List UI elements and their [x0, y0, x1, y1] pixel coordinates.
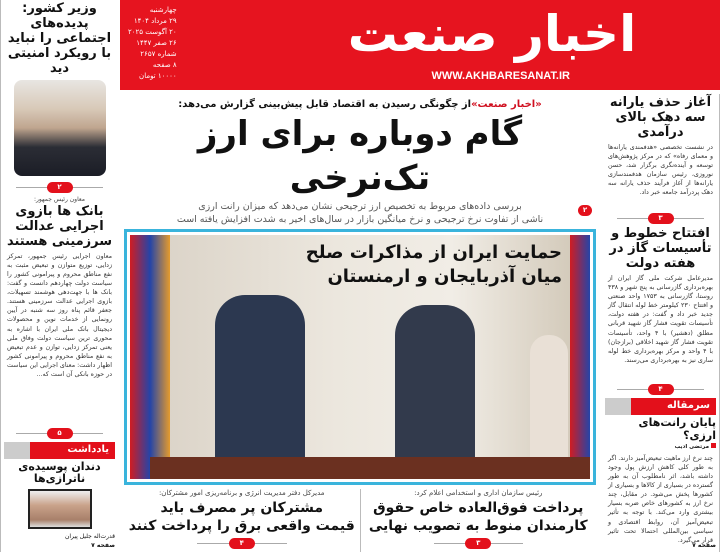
- page-badge: ۴: [648, 384, 674, 395]
- page-badge: ۲: [578, 205, 592, 216]
- center-column: [120, 94, 600, 552]
- editorial-label: سرمقاله: [631, 398, 716, 415]
- newspaper-logo: اخبار صنعت: [347, 5, 637, 63]
- divider: [605, 212, 716, 225]
- lead-subtitle: بررسی داده‌های مربوط به تخصیص ارز ترجیحی نشان می‌دهد که میزان رانت ارزی ناشی از تفاوت نرخ ترجیحی و نرخ میانگین بازار در سال‌های اخیر به شدت افزایش یافته است: [176, 201, 544, 225]
- editorial-header: [605, 398, 716, 415]
- editorial-body: چند نرخ ارز ماهیت تبعیض‌آمیز دارند. اگر به طور کلی کاهش ارزش پول وجود داشته باشد، اثر نامطلوب آن به طور گسترده در بسیاری از کالاها و بسیاری از کشورها پخش می‌شود. در مقابل، چند نرخ ارز به کشورهای خاص ضربه بسیار بیشتری وارد می‌کند. با توجه به تأثیر تبعیض‌آمیز آن، روابط اقتصادی و سیاسی بین‌المللی احتمالا تحت تاثیر قرار می‌گیرد.: [608, 454, 713, 544]
- divider: [127, 537, 357, 550]
- editorial-title[interactable]: پایان رانت‌های ارزی؟: [638, 416, 716, 442]
- page-badge: ۳: [648, 213, 674, 224]
- flag: [130, 235, 170, 479]
- bottom-right-story[interactable]: رئیس سازمان اداری و استخدامی اعلام کرد: پرداخت فوق‌العاده خاص حقوق کارمندان منوط به تصویب نهایی ۳: [361, 489, 597, 552]
- lead-kicker: «اخبار صنعت»از چگونگی رسیدن به اقتصاد قابل پیش‌بینی گزارش می‌دهد:: [178, 99, 542, 110]
- note-label: یادداشت: [30, 442, 115, 459]
- page-badge: ۳: [465, 538, 491, 549]
- page-badge: ۴: [229, 538, 255, 549]
- note-header: [4, 442, 115, 459]
- note-author: قدرت‌اله جلیل پیران: [64, 533, 115, 540]
- left-story1-title[interactable]: وزیر کشور: پدیده‌های اجتماعی را نباید با رویکرد امنیتی دید: [7, 1, 112, 76]
- divider: [360, 489, 361, 552]
- left-story2-kicker: معاون رئیس جمهور:: [33, 195, 86, 203]
- photo-story-title: حمایت ایران از مذاکرات صلح میان آذربایجان و ارمنستان: [305, 242, 562, 287]
- divider: [364, 537, 594, 550]
- flag: [570, 235, 590, 479]
- divider: [4, 427, 115, 440]
- bottom-left-story[interactable]: مدیرکل دفتر مدیریت انرژی و برنامه‌ریزی امور مشترکان: مشترکان پر مصرف باید قیمت واقعی برق را پرداخت کنند ۴: [124, 489, 360, 552]
- note-page: صفحه ۷: [91, 542, 115, 549]
- right-story1-title[interactable]: آغاز حذف یارانه سه دهک بالای درآمدی: [609, 95, 712, 140]
- minister-photo: [14, 80, 106, 176]
- arrow-icon: [4, 442, 30, 459]
- note-title[interactable]: دندان پوسیده‌ی ناترازی‌ها: [18, 459, 101, 486]
- editorial-page: صفحه ۷: [692, 542, 716, 549]
- right-story2-body: مدیرعامل شرکت ملی گاز ایران از بهره‌برداری گازرسانی به پنج شهر و ۴۳۸ روستا، گازرسانی به ۱۷۵۳ واحد صنعتی و افتتاح ۲۳۰ کیلومتر خط لوله انتقال گاز جدید خبر داد و گفت: در هفته دولت، تأسیسات تقویت فشار گاز شهید قربانی مطلق (دهشیر) با ۴ واحد، تأسیسات تقویت فشار گاز شهید اخلاقی (برازجان) با ۴ واحد و مرکز بهره‌برداری خط لوله ساری نیز به بهره‌برداری می‌رسند.: [608, 274, 713, 364]
- website-url[interactable]: WWW.AKHBARESANAT.IR: [431, 70, 570, 82]
- left-story2-title[interactable]: بانک ها بازوی اجرایی عدالت سرزمینی هستند: [6, 203, 113, 249]
- author-photo: [28, 489, 92, 529]
- divider: [4, 181, 115, 194]
- arrow-icon: [605, 398, 631, 415]
- editorial-author: مرتضی ادیب: [605, 443, 716, 452]
- right-column: [602, 94, 720, 552]
- masthead: [120, 0, 720, 90]
- right-story1-body: در نشست تخصصی «هدفمندی یارانه‌ها و معمای رفاه» که در مرکز پژوهش‌های توسعه و آینده‌نگری برگزار شد، حسن نوروزی، رئیس سازمان هدفمندسازی یارانه‌ها از آغاز فرآیند حذف یارانه سه دهک پردرآمد جامعه خبر داد.: [608, 143, 713, 197]
- person: [215, 295, 305, 479]
- page-badge: ۵: [47, 428, 73, 439]
- bottom-stories: [124, 489, 596, 552]
- lead-headline[interactable]: گام دوباره برای ارز تک‌نرخی: [197, 114, 523, 198]
- left-column: [0, 0, 118, 552]
- person: [395, 305, 475, 479]
- left-story2-body: معاون اجرایی رئیس جمهور، تمرکز زدایی، توزیع متوازن و تبعیض مثبت به نفع مناطق محروم و پیرامونی کشور را سیاست دولت چهاردهم دانست و گفت: بانک ها با جهت‌دهی هوشمند تسهیلات، بازوی اجرایی عدالت سرزمینی هستند. جعفر قائم پناه روز سه شنبه در آیین رونمایی از خدمات نوین و محصولات دیجیتال بانک ملی ایران با اشاره به محوری ترین سیاست دولت وفاق ملی یعنی تمرکز زدایی، توازن و عدم تبعیض به نفع مناطق محروم و پیرامونی کشور اظهار داشت: معنای اجرایی این سیاست در حوزه بانکی آن است که...: [7, 252, 112, 379]
- page-badge: ۲: [47, 182, 73, 193]
- right-story2-title[interactable]: افتتاح خطوط و تأسیسات گاز در هفته دولت: [609, 226, 712, 271]
- issue-info: چهارشنبه ۲۹ مرداد ۱۴۰۴ ۲۰ آگوست ۲۰۲۵ ۲۶ صفر ۱۴۴۷ شماره ۲۶۵۷ ۸ صفحه ۱۰۰۰۰ تومان: [128, 6, 177, 80]
- table: [150, 457, 590, 479]
- divider: [605, 383, 716, 396]
